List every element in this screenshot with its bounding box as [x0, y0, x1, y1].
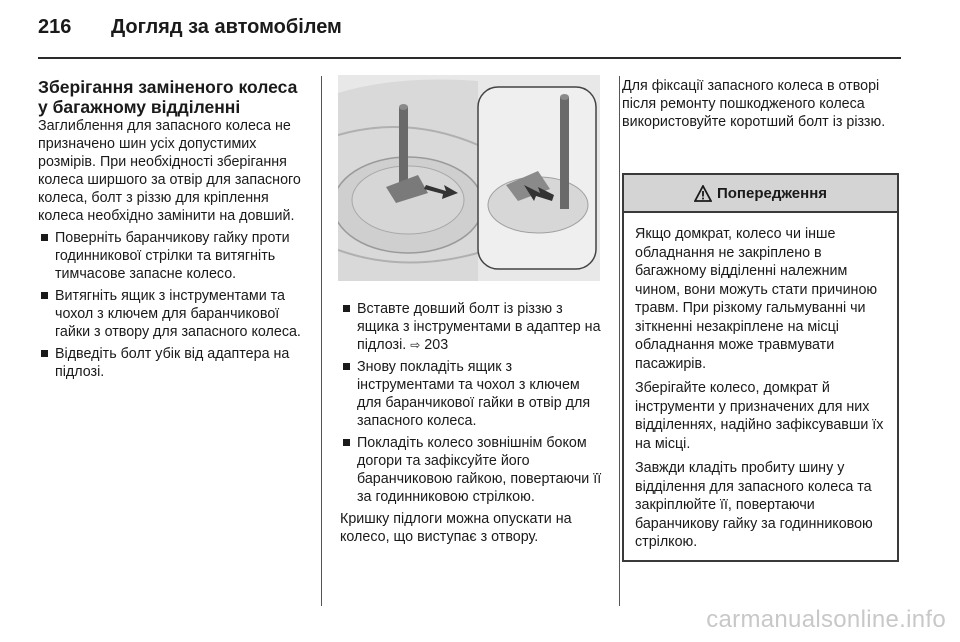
- watermark: carmanualsonline.info: [706, 606, 946, 633]
- header-rule: [38, 57, 901, 59]
- warning-triangle-icon: [694, 185, 712, 202]
- list-item-text: Знову покладіть ящик з інструментами та чохол з ключем для баранчикової гайки в отвір для запасного колеса.: [357, 359, 591, 429]
- bullet-square-icon: [41, 292, 48, 299]
- page-title: Догляд за автомобілем: [110, 16, 342, 38]
- page-reference-link[interactable]: 203: [424, 337, 449, 353]
- illustration-svg: [338, 75, 600, 281]
- list-item-text: Вставте довший болт із різзю з ящика з інструментами в адаптер на підлозі.: [357, 301, 601, 353]
- section-heading-line-2: у багажному відділенні: [38, 97, 241, 117]
- column-1: [38, 77, 310, 385]
- list-item: [38, 287, 310, 341]
- column-2: [340, 296, 602, 550]
- list-item: [340, 358, 602, 430]
- list-item-text: Покладіть колесо зовнішнім боком догори та зафіксуйте його баранчиковою гайкою, повертаючи її за годинниковою стрілкою.: [357, 435, 602, 505]
- step-list-1: [38, 229, 310, 381]
- intro-paragraph: Заглиблення для запасного колеса не призначено шин усіх допустимих розмірів. При необхідності зберігання колеса ширшого за отвір для запасного колеса, болт з різзю для кріплення колеса необхідно замінити на довший.: [38, 118, 301, 224]
- list-item: [38, 229, 310, 283]
- warning-paragraph: Якщо домкрат, колесо чи інше обладнання не закріплено в багажному відділенні належним чином, вони можуть стати причиною травм. При різкому гальмуванні чи зіткненні незакріплене на місці обладнання може травмувати пасажирів.: [635, 226, 878, 372]
- warning-box: [622, 173, 899, 562]
- section-heading: [38, 77, 310, 117]
- warning-title: Попередження: [716, 184, 828, 202]
- warning-header: [624, 175, 897, 213]
- bullet-square-icon: [343, 439, 350, 446]
- warning-body: [624, 213, 897, 552]
- spare-wheel-bolt-illustration: [338, 75, 600, 281]
- section-heading-line-1: Зберігання заміненого колеса: [38, 77, 298, 97]
- list-item-text: Поверніть баранчикову гайку проти годинникової стрілки та витягніть тимчасове запасне колесо.: [55, 230, 290, 282]
- page-number: 216: [38, 16, 72, 38]
- intro-paragraph-col3: Для фіксації запасного колеса в отворі після ремонту пошкодженого колеса використовуйте коротший болт із різзю.: [622, 78, 886, 130]
- list-item-text: Відведіть болт убік від адаптера на підлозі.: [55, 346, 290, 380]
- closing-paragraph: Кришку підлоги можна опускати на колесо, що виступає з отвору.: [340, 511, 572, 545]
- step-list-2: [340, 300, 602, 506]
- bullet-square-icon: [41, 234, 48, 241]
- bullet-square-icon: [41, 350, 48, 357]
- column-separator-2: [619, 76, 620, 606]
- list-item-text: Витягніть ящик з інструментами та чохол з ключем для баранчикової гайки з отвору для запасного колеса.: [55, 288, 301, 340]
- page-header: [38, 16, 342, 46]
- list-item: [340, 434, 602, 506]
- list-item: [340, 300, 602, 354]
- column-separator-1: [321, 76, 322, 606]
- warning-paragraph: Завжди кладіть пробиту шину у відділення для запасного колеса та закріплюйте її, повертаючи баранчикову гайку за годинниковою стрілкою.: [635, 460, 873, 550]
- list-item: [38, 345, 310, 381]
- bullet-square-icon: [343, 363, 350, 370]
- warning-paragraph: Зберігайте колесо, домкрат й інструменти у призначених для них відділеннях, надійно зафіксувавши їх на місці.: [635, 380, 884, 452]
- bullet-square-icon: [343, 305, 350, 312]
- page-reference-arrow-icon: ⇨: [410, 338, 421, 352]
- column-3: [622, 77, 902, 135]
